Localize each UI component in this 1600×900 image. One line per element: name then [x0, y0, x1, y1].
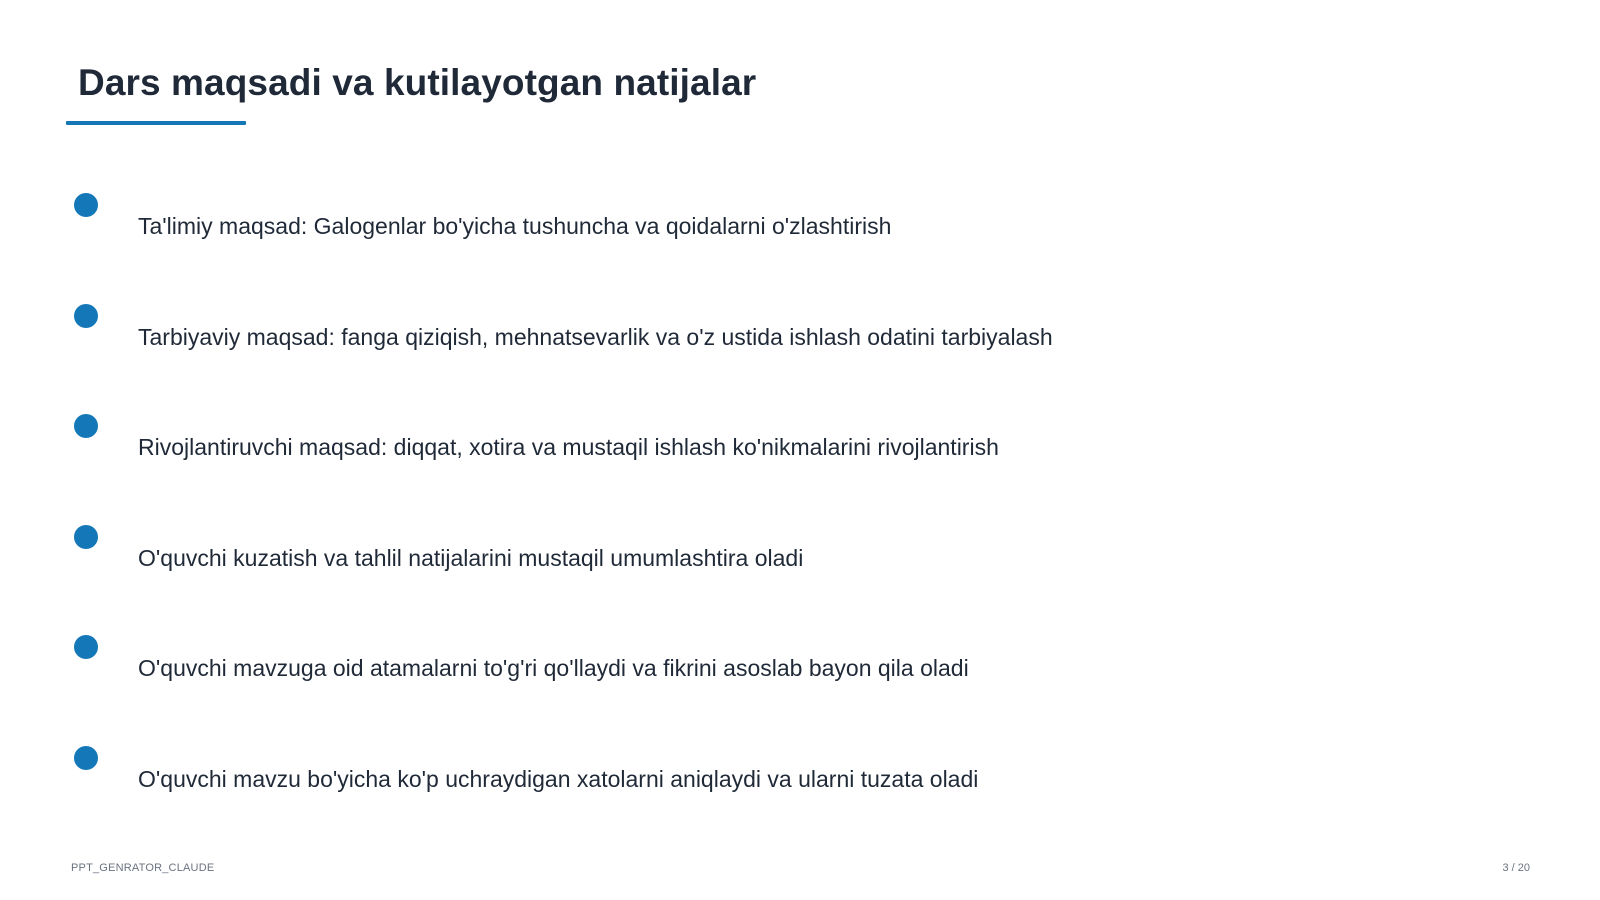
slide-title: Dars maqsadi va kutilayotgan natijalar — [78, 62, 757, 103]
footer-source: PPT_GENRATOR_CLAUDE — [71, 862, 215, 874]
bullet-item — [74, 304, 1474, 364]
bullet-item — [74, 193, 1474, 253]
bullet-dot-icon — [74, 525, 98, 549]
bullet-dot-icon — [74, 304, 98, 328]
bullet-item — [74, 414, 1474, 474]
bullet-item — [74, 525, 1474, 585]
bullet-item — [74, 746, 1474, 806]
bullet-dot-icon — [74, 746, 98, 770]
bullet-dot-icon — [74, 414, 98, 438]
bullet-text: O'quvchi mavzuga oid atamalarni to'g'ri qo'llaydi va fikrini asoslab bayon qila oladi — [138, 655, 969, 681]
bullet-text: O'quvchi kuzatish va tahlil natijalarini mustaqil umumlashtira oladi — [138, 545, 804, 571]
bullet-dot-icon — [74, 635, 98, 659]
bullet-dot-icon — [74, 193, 98, 217]
page-number: 3 / 20 — [1502, 862, 1530, 874]
bullet-text: Ta'limiy maqsad: Galogenlar bo'yicha tushuncha va qoidalarni o'zlashtirish — [138, 213, 892, 239]
bullet-text: Tarbiyaviy maqsad: fanga qiziqish, mehnatsevarlik va o'z ustida ishlash odatini tarbiyalash — [138, 324, 1053, 350]
bullet-item — [74, 635, 1474, 695]
bullet-text: O'quvchi mavzu bo'yicha ko'p uchraydigan xatolarni aniqlaydi va ularni tuzata oladi — [138, 766, 979, 792]
bullet-text: Rivojlantiruvchi maqsad: diqqat, xotira va mustaqil ishlash ko'nikmalarini rivojlantirish — [138, 434, 999, 460]
